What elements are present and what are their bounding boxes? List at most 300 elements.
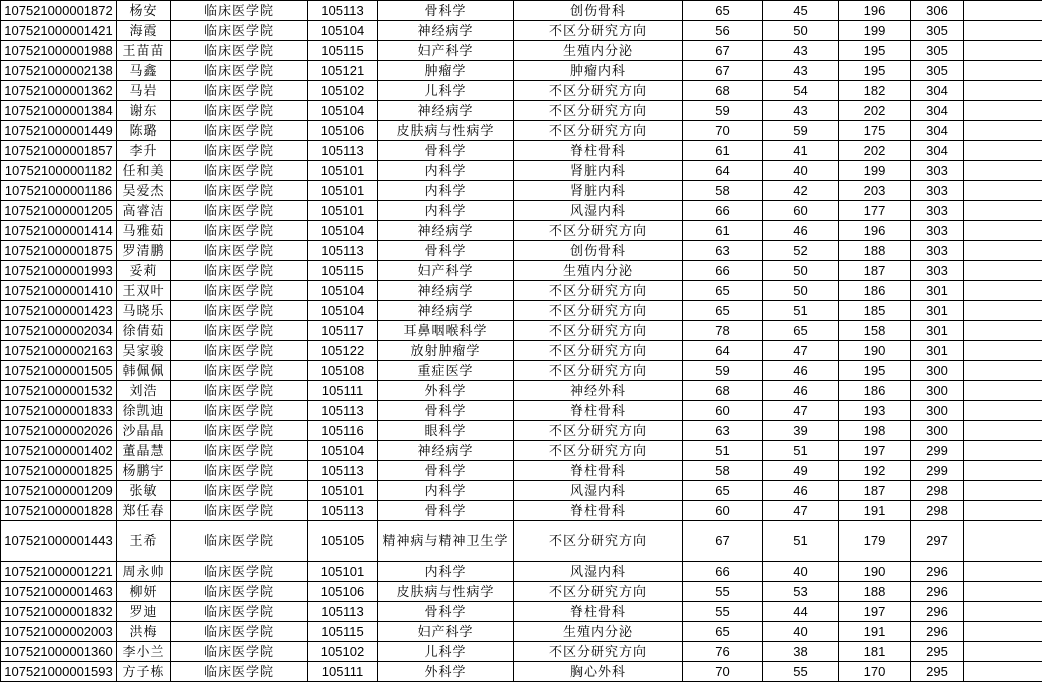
score-3: 192: [839, 461, 911, 481]
score-1: 61: [683, 221, 763, 241]
total-score: 303: [911, 241, 964, 261]
total-score: 301: [911, 321, 964, 341]
candidate-name: 海霞: [117, 21, 171, 41]
table-row: [1, 141, 1042, 161]
major-code: 105102: [308, 81, 378, 101]
notes-cell: [964, 441, 1042, 461]
table-row: [1, 662, 1042, 682]
major-name: 重症医学: [378, 361, 514, 381]
score-3: 197: [839, 441, 911, 461]
score-1: 76: [683, 642, 763, 662]
table-row: [1, 341, 1042, 361]
major-name: 耳鼻咽喉科学: [378, 321, 514, 341]
candidate-id: 107521000001993: [1, 261, 117, 281]
total-score: 303: [911, 161, 964, 181]
major-name: 内科学: [378, 481, 514, 501]
score-3: 158: [839, 321, 911, 341]
major-code: 105104: [308, 21, 378, 41]
research-direction: 不区分研究方向: [514, 341, 683, 361]
research-direction: 肿瘤内科: [514, 61, 683, 81]
major-name: 骨科学: [378, 241, 514, 261]
notes-cell: [964, 481, 1042, 501]
college-name: 临床医学院: [171, 582, 308, 602]
major-code: 105113: [308, 501, 378, 521]
score-2: 42: [763, 181, 839, 201]
candidate-id: 107521000001988: [1, 41, 117, 61]
notes-cell: [964, 341, 1042, 361]
notes-cell: [964, 121, 1042, 141]
score-1: 66: [683, 562, 763, 582]
major-name: 皮肤病与性病学: [378, 121, 514, 141]
research-direction: 脊柱骨科: [514, 602, 683, 622]
notes-cell: [964, 41, 1042, 61]
score-3: 191: [839, 501, 911, 521]
notes-cell: [964, 461, 1042, 481]
score-3: 185: [839, 301, 911, 321]
major-name: 骨科学: [378, 501, 514, 521]
major-name: 精神病与精神卫生学: [378, 521, 514, 562]
score-2: 60: [763, 201, 839, 221]
score-2: 53: [763, 582, 839, 602]
major-name: 骨科学: [378, 461, 514, 481]
score-2: 43: [763, 101, 839, 121]
candidate-name: 王苗苗: [117, 41, 171, 61]
score-3: 196: [839, 1, 911, 21]
major-code: 105115: [308, 261, 378, 281]
score-2: 51: [763, 301, 839, 321]
college-name: 临床医学院: [171, 501, 308, 521]
candidate-name: 马晓乐: [117, 301, 171, 321]
score-1: 70: [683, 121, 763, 141]
major-name: 神经病学: [378, 441, 514, 461]
major-name: 皮肤病与性病学: [378, 582, 514, 602]
candidate-name: 马鑫: [117, 61, 171, 81]
major-name: 妇产科学: [378, 41, 514, 61]
candidate-id: 107521000001182: [1, 161, 117, 181]
research-direction: 不区分研究方向: [514, 421, 683, 441]
major-code: 105101: [308, 161, 378, 181]
score-2: 43: [763, 61, 839, 81]
score-3: 190: [839, 562, 911, 582]
table-row: [1, 642, 1042, 662]
major-code: 105122: [308, 341, 378, 361]
score-3: 197: [839, 602, 911, 622]
research-direction: 生殖内分泌: [514, 261, 683, 281]
table-row: [1, 321, 1042, 341]
score-2: 55: [763, 662, 839, 682]
candidate-name: 马岩: [117, 81, 171, 101]
total-score: 303: [911, 201, 964, 221]
major-code: 105104: [308, 101, 378, 121]
score-3: 202: [839, 101, 911, 121]
major-name: 外科学: [378, 662, 514, 682]
notes-cell: [964, 221, 1042, 241]
candidate-id: 107521000001414: [1, 221, 117, 241]
research-direction: 不区分研究方向: [514, 101, 683, 121]
table-row: [1, 602, 1042, 622]
research-direction: 创伤骨科: [514, 241, 683, 261]
table-row: [1, 121, 1042, 141]
candidate-name: 方子栋: [117, 662, 171, 682]
score-3: 190: [839, 341, 911, 361]
score-3: 186: [839, 381, 911, 401]
college-name: 临床医学院: [171, 201, 308, 221]
major-name: 神经病学: [378, 281, 514, 301]
table-row: [1, 521, 1042, 562]
score-1: 51: [683, 441, 763, 461]
score-3: 177: [839, 201, 911, 221]
college-name: 临床医学院: [171, 301, 308, 321]
candidate-name: 刘浩: [117, 381, 171, 401]
score-table-body: [1, 1, 1042, 682]
score-2: 51: [763, 521, 839, 562]
major-code: 105101: [308, 481, 378, 501]
candidate-id: 107521000001209: [1, 481, 117, 501]
total-score: 299: [911, 441, 964, 461]
score-2: 46: [763, 361, 839, 381]
major-code: 105101: [308, 562, 378, 582]
candidate-id: 107521000001825: [1, 461, 117, 481]
score-1: 61: [683, 141, 763, 161]
total-score: 303: [911, 181, 964, 201]
notes-cell: [964, 141, 1042, 161]
total-score: 300: [911, 381, 964, 401]
score-3: 186: [839, 281, 911, 301]
table-row: [1, 41, 1042, 61]
total-score: 304: [911, 101, 964, 121]
total-score: 300: [911, 421, 964, 441]
score-2: 39: [763, 421, 839, 441]
research-direction: 风湿内科: [514, 481, 683, 501]
candidate-name: 徐倩茹: [117, 321, 171, 341]
score-1: 67: [683, 41, 763, 61]
score-2: 44: [763, 602, 839, 622]
total-score: 296: [911, 562, 964, 582]
candidate-id: 107521000001421: [1, 21, 117, 41]
score-1: 55: [683, 602, 763, 622]
major-code: 105104: [308, 441, 378, 461]
score-1: 70: [683, 662, 763, 682]
score-1: 58: [683, 181, 763, 201]
candidate-id: 107521000001463: [1, 582, 117, 602]
research-direction: 风湿内科: [514, 201, 683, 221]
major-code: 105113: [308, 602, 378, 622]
research-direction: 创伤骨科: [514, 1, 683, 21]
college-name: 临床医学院: [171, 642, 308, 662]
candidate-name: 柳妍: [117, 582, 171, 602]
major-name: 妇产科学: [378, 622, 514, 642]
college-name: 临床医学院: [171, 21, 308, 41]
notes-cell: [964, 81, 1042, 101]
research-direction: 不区分研究方向: [514, 441, 683, 461]
research-direction: 不区分研究方向: [514, 21, 683, 41]
score-2: 45: [763, 1, 839, 21]
college-name: 临床医学院: [171, 161, 308, 181]
notes-cell: [964, 301, 1042, 321]
college-name: 临床医学院: [171, 181, 308, 201]
score-2: 38: [763, 642, 839, 662]
major-name: 神经病学: [378, 301, 514, 321]
score-3: 195: [839, 361, 911, 381]
score-1: 65: [683, 622, 763, 642]
major-code: 105106: [308, 582, 378, 602]
total-score: 305: [911, 41, 964, 61]
research-direction: 不区分研究方向: [514, 301, 683, 321]
notes-cell: [964, 562, 1042, 582]
major-name: 神经病学: [378, 101, 514, 121]
score-2: 41: [763, 141, 839, 161]
major-code: 105101: [308, 201, 378, 221]
score-1: 65: [683, 281, 763, 301]
score-1: 63: [683, 241, 763, 261]
major-name: 骨科学: [378, 602, 514, 622]
candidate-name: 吴爱杰: [117, 181, 171, 201]
research-direction: 不区分研究方向: [514, 81, 683, 101]
candidate-name: 董晶慧: [117, 441, 171, 461]
score-1: 55: [683, 582, 763, 602]
score-3: 179: [839, 521, 911, 562]
notes-cell: [964, 602, 1042, 622]
notes-cell: [964, 61, 1042, 81]
candidate-name: 罗清鹏: [117, 241, 171, 261]
score-1: 65: [683, 481, 763, 501]
total-score: 298: [911, 501, 964, 521]
score-2: 59: [763, 121, 839, 141]
candidate-id: 107521000002026: [1, 421, 117, 441]
candidate-name: 徐凯迪: [117, 401, 171, 421]
research-direction: 不区分研究方向: [514, 281, 683, 301]
table-row: [1, 101, 1042, 121]
notes-cell: [964, 21, 1042, 41]
table-row: [1, 21, 1042, 41]
table-row: [1, 181, 1042, 201]
research-direction: 肾脏内科: [514, 181, 683, 201]
candidate-name: 陈璐: [117, 121, 171, 141]
candidate-id: 107521000001832: [1, 602, 117, 622]
college-name: 临床医学院: [171, 461, 308, 481]
total-score: 301: [911, 341, 964, 361]
candidate-name: 韩佩佩: [117, 361, 171, 381]
candidate-name: 杨安: [117, 1, 171, 21]
score-3: 182: [839, 81, 911, 101]
score-2: 40: [763, 161, 839, 181]
notes-cell: [964, 181, 1042, 201]
candidate-id: 107521000001186: [1, 181, 117, 201]
notes-cell: [964, 401, 1042, 421]
notes-cell: [964, 622, 1042, 642]
major-name: 外科学: [378, 381, 514, 401]
candidate-id: 107521000001532: [1, 381, 117, 401]
score-1: 65: [683, 1, 763, 21]
score-2: 52: [763, 241, 839, 261]
score-3: 199: [839, 161, 911, 181]
candidate-id: 107521000001593: [1, 662, 117, 682]
candidate-name: 妥莉: [117, 261, 171, 281]
score-1: 60: [683, 501, 763, 521]
candidate-id: 107521000001828: [1, 501, 117, 521]
research-direction: 胸心外科: [514, 662, 683, 682]
table-row: [1, 562, 1042, 582]
candidate-name: 洪梅: [117, 622, 171, 642]
score-1: 59: [683, 361, 763, 381]
college-name: 临床医学院: [171, 321, 308, 341]
candidate-id: 107521000001505: [1, 361, 117, 381]
total-score: 306: [911, 1, 964, 21]
candidate-name: 任和美: [117, 161, 171, 181]
research-direction: 不区分研究方向: [514, 521, 683, 562]
table-row: [1, 201, 1042, 221]
table-row: [1, 81, 1042, 101]
candidate-name: 李升: [117, 141, 171, 161]
score-3: 193: [839, 401, 911, 421]
research-direction: 不区分研究方向: [514, 321, 683, 341]
college-name: 临床医学院: [171, 101, 308, 121]
table-row: [1, 582, 1042, 602]
score-1: 78: [683, 321, 763, 341]
table-row: [1, 441, 1042, 461]
college-name: 临床医学院: [171, 341, 308, 361]
major-code: 105115: [308, 41, 378, 61]
score-2: 40: [763, 622, 839, 642]
total-score: 305: [911, 21, 964, 41]
college-name: 临床医学院: [171, 481, 308, 501]
score-3: 195: [839, 61, 911, 81]
total-score: 296: [911, 582, 964, 602]
score-2: 47: [763, 341, 839, 361]
research-direction: 肾脏内科: [514, 161, 683, 181]
score-2: 40: [763, 562, 839, 582]
table-row: [1, 221, 1042, 241]
score-3: 198: [839, 421, 911, 441]
major-code: 105105: [308, 521, 378, 562]
total-score: 296: [911, 622, 964, 642]
college-name: 临床医学院: [171, 622, 308, 642]
total-score: 303: [911, 261, 964, 281]
major-name: 内科学: [378, 562, 514, 582]
major-code: 105113: [308, 141, 378, 161]
candidate-id: 107521000001857: [1, 141, 117, 161]
table-row: [1, 261, 1042, 281]
candidate-id: 107521000001872: [1, 1, 117, 21]
score-2: 51: [763, 441, 839, 461]
table-row: [1, 381, 1042, 401]
research-direction: 脊柱骨科: [514, 501, 683, 521]
notes-cell: [964, 1, 1042, 21]
notes-cell: [964, 321, 1042, 341]
score-1: 66: [683, 201, 763, 221]
candidate-id: 107521000001875: [1, 241, 117, 261]
score-1: 59: [683, 101, 763, 121]
total-score: 295: [911, 642, 964, 662]
candidate-name: 谢东: [117, 101, 171, 121]
total-score: 296: [911, 602, 964, 622]
research-direction: 不区分研究方向: [514, 221, 683, 241]
table-row: [1, 481, 1042, 501]
score-2: 50: [763, 21, 839, 41]
table-row: [1, 241, 1042, 261]
candidate-name: 周永帅: [117, 562, 171, 582]
major-name: 放射肿瘤学: [378, 341, 514, 361]
score-3: 195: [839, 41, 911, 61]
score-2: 46: [763, 481, 839, 501]
major-name: 肿瘤学: [378, 61, 514, 81]
research-direction: 不区分研究方向: [514, 642, 683, 662]
score-2: 49: [763, 461, 839, 481]
score-1: 67: [683, 61, 763, 81]
score-2: 43: [763, 41, 839, 61]
score-1: 67: [683, 521, 763, 562]
college-name: 临床医学院: [171, 421, 308, 441]
score-2: 47: [763, 401, 839, 421]
major-code: 105111: [308, 381, 378, 401]
candidate-id: 107521000001410: [1, 281, 117, 301]
major-code: 105116: [308, 421, 378, 441]
candidate-name: 沙晶晶: [117, 421, 171, 441]
college-name: 临床医学院: [171, 221, 308, 241]
major-code: 105104: [308, 281, 378, 301]
table-row: [1, 461, 1042, 481]
notes-cell: [964, 421, 1042, 441]
score-1: 60: [683, 401, 763, 421]
college-name: 临床医学院: [171, 281, 308, 301]
candidate-name: 王希: [117, 521, 171, 562]
candidate-id: 107521000001423: [1, 301, 117, 321]
notes-cell: [964, 662, 1042, 682]
total-score: 304: [911, 141, 964, 161]
score-3: 188: [839, 582, 911, 602]
notes-cell: [964, 161, 1042, 181]
score-1: 64: [683, 341, 763, 361]
notes-cell: [964, 101, 1042, 121]
major-name: 内科学: [378, 181, 514, 201]
research-direction: 不区分研究方向: [514, 121, 683, 141]
score-3: 196: [839, 221, 911, 241]
major-name: 妇产科学: [378, 261, 514, 281]
total-score: 297: [911, 521, 964, 562]
major-code: 105102: [308, 642, 378, 662]
candidate-id: 107521000001221: [1, 562, 117, 582]
college-name: 临床医学院: [171, 602, 308, 622]
table-row: [1, 501, 1042, 521]
major-code: 105108: [308, 361, 378, 381]
score-2: 65: [763, 321, 839, 341]
college-name: 临床医学院: [171, 662, 308, 682]
score-3: 191: [839, 622, 911, 642]
research-direction: 脊柱骨科: [514, 141, 683, 161]
score-2: 50: [763, 261, 839, 281]
table-row: [1, 401, 1042, 421]
candidate-name: 王双叶: [117, 281, 171, 301]
notes-cell: [964, 381, 1042, 401]
score-3: 203: [839, 181, 911, 201]
score-3: 187: [839, 261, 911, 281]
candidate-id: 107521000001362: [1, 81, 117, 101]
candidate-name: 杨鹏宇: [117, 461, 171, 481]
candidate-id: 107521000001205: [1, 201, 117, 221]
total-score: 300: [911, 361, 964, 381]
major-name: 神经病学: [378, 21, 514, 41]
candidate-id: 107521000001360: [1, 642, 117, 662]
major-code: 105113: [308, 241, 378, 261]
notes-cell: [964, 582, 1042, 602]
research-direction: 不区分研究方向: [514, 361, 683, 381]
score-2: 47: [763, 501, 839, 521]
candidate-id: 107521000001384: [1, 101, 117, 121]
research-direction: 生殖内分泌: [514, 622, 683, 642]
candidate-name: 张敏: [117, 481, 171, 501]
notes-cell: [964, 261, 1042, 281]
major-code: 105111: [308, 662, 378, 682]
